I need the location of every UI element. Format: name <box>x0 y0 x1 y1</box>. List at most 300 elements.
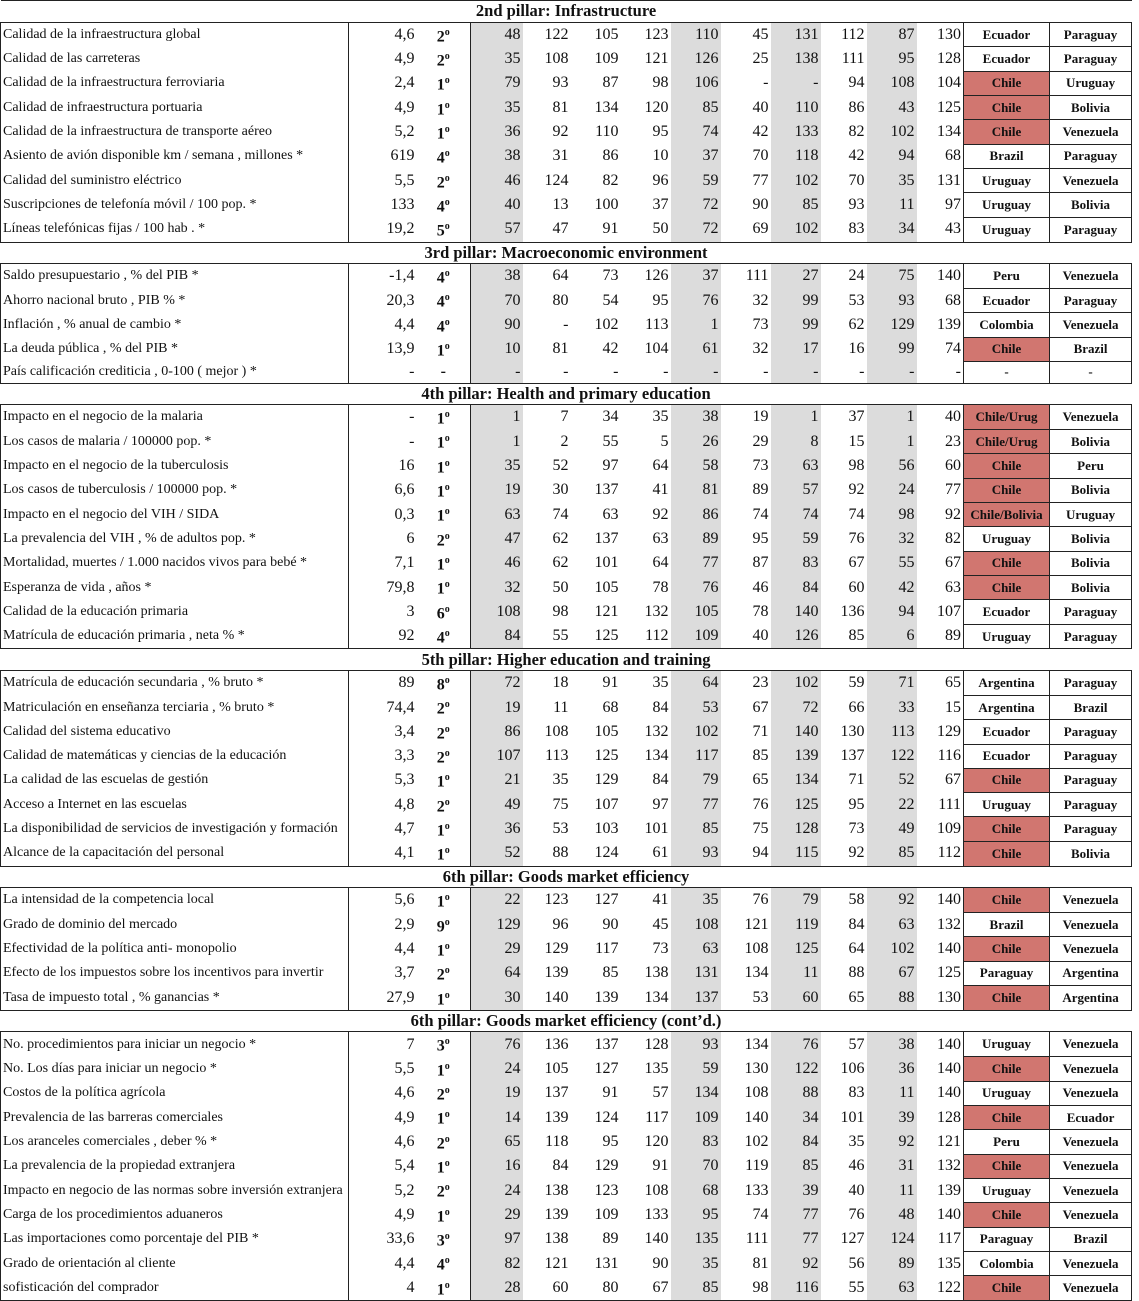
country-rank-cell: 123 <box>544 891 569 909</box>
indicator-value: -1,4 <box>349 264 417 289</box>
worst-country-cell: Bolivia <box>1050 575 1132 599</box>
indicator-value: 20,3 <box>349 288 417 312</box>
country-rank-cell: 89 <box>867 1251 917 1275</box>
country-rank-cell: 22 <box>471 888 523 913</box>
best-country-cell: Ecuador <box>964 47 1050 71</box>
table-row <box>1 1130 1132 1154</box>
country-rank-cell: 86 <box>671 502 721 526</box>
country-rank-cell: 102 <box>771 169 821 193</box>
regional-rank-number: 3 <box>436 1232 445 1250</box>
country-rank-cell: 42 <box>867 575 917 599</box>
ordinal-mark: o <box>444 675 450 687</box>
country-rank-cell: 92 <box>917 502 964 526</box>
country-rank-cell: 75 <box>552 795 569 813</box>
country-rank-cell: 135 <box>917 1251 964 1275</box>
table-row <box>1 1203 1132 1227</box>
regional-rank <box>417 71 471 95</box>
country-rank-cell: 73 <box>752 456 769 474</box>
table-row <box>1 337 1132 361</box>
country-rank-cell: 131 <box>771 22 821 47</box>
regional-rank-number: 1 <box>436 773 445 791</box>
country-rank-cell: 67 <box>848 554 865 572</box>
country-rank-cell: 131 <box>594 1254 619 1272</box>
indicator-label: Los aranceles comerciales , deber % * <box>1 1130 349 1154</box>
country-rank-cell: 130 <box>744 1059 769 1077</box>
country-rank-cell: 15 <box>917 695 964 719</box>
worst-country-cell: Venezuela <box>1050 1081 1132 1105</box>
country-rank-cell: 25 <box>752 50 769 68</box>
country-rank-cell: 36 <box>867 1057 917 1081</box>
country-rank-cell: 101 <box>644 820 669 838</box>
ordinal-mark: o <box>444 699 450 711</box>
indicator-value: 133 <box>349 193 417 217</box>
country-rank-cell: 134 <box>644 747 669 765</box>
country-rank-cell: 24 <box>471 1057 523 1081</box>
country-rank-cell: 111 <box>841 50 865 68</box>
worst-country-cell: Paraguay <box>1050 793 1132 817</box>
best-country-cell: Uruguay <box>964 1081 1050 1105</box>
country-rank-cell: 138 <box>644 964 669 982</box>
regional-rank <box>417 937 471 961</box>
country-rank-cell: - <box>771 361 821 383</box>
regional-rank <box>417 695 471 719</box>
worst-country-cell: Venezuela <box>1050 937 1132 961</box>
worst-country-cell: Venezuela <box>1050 264 1132 289</box>
country-rank-cell: 1 <box>867 405 917 430</box>
country-rank-cell: 140 <box>644 1230 669 1248</box>
country-rank-cell: 125 <box>917 961 964 985</box>
indicator-label: Inflación , % anual de cambio * <box>1 313 349 337</box>
country-rank-cell: 77 <box>671 793 721 817</box>
country-rank-cell: 85 <box>867 841 917 866</box>
indicator-value: 89 <box>349 671 417 696</box>
regional-rank <box>417 817 471 841</box>
country-rank-cell: 107 <box>594 795 619 813</box>
worst-country-cell: Bolivia <box>1050 551 1132 575</box>
country-rank-cell: 32 <box>471 575 523 599</box>
regional-rank <box>417 575 471 599</box>
country-rank-cell: 11 <box>553 698 569 716</box>
indicator-value: 16 <box>349 454 417 478</box>
best-country-cell: Chile <box>964 768 1050 792</box>
country-rank-cell: 126 <box>771 624 821 649</box>
indicator-value: 19,2 <box>349 217 417 242</box>
section-header-row <box>1 1 1132 23</box>
indicator-label: Costos de la política agrícola <box>1 1081 349 1105</box>
country-rank-cell: 129 <box>594 771 619 789</box>
regional-rank <box>417 1057 471 1081</box>
country-rank-cell: 122 <box>544 25 569 43</box>
regional-rank-number: 1 <box>436 76 445 94</box>
indicator-value: 92 <box>349 624 417 649</box>
section-header-row <box>1 383 1132 405</box>
regional-rank-number: 2 <box>436 725 445 742</box>
regional-rank-number: 6 <box>436 605 445 623</box>
country-rank-cell: 80 <box>571 1276 621 1301</box>
country-rank-cell: 38 <box>671 405 721 430</box>
country-rank-cell: 78 <box>752 602 769 620</box>
regional-rank <box>417 22 471 47</box>
indicator-value: 4,9 <box>349 1203 417 1227</box>
indicator-label: No. procedimientos para iniciar un negocio * <box>1 1032 349 1057</box>
country-rank-cell: 108 <box>744 1084 769 1102</box>
indicator-label: Los casos de malaria / 100000 pop. * <box>1 429 349 453</box>
indicator-value: - <box>349 361 417 383</box>
country-rank-cell: 107 <box>917 600 964 624</box>
ordinal-mark: o <box>444 221 450 233</box>
country-rank-cell: 112 <box>645 627 669 645</box>
country-rank-cell: 52 <box>552 456 569 474</box>
best-country-cell: Brazil <box>964 144 1050 168</box>
best-country-cell: Uruguay <box>964 624 1050 649</box>
best-country-cell: Argentina <box>964 671 1050 696</box>
country-rank-cell: 122 <box>771 1057 821 1081</box>
country-rank-cell: 19 <box>471 478 523 502</box>
country-rank-cell: 55 <box>602 432 619 450</box>
country-rank-cell: 33 <box>867 695 917 719</box>
country-rank-cell: 131 <box>917 169 964 193</box>
country-rank-cell: 84 <box>771 575 821 599</box>
indicator-label: La prevalencia del VIH , % de adultos pop. * <box>1 527 349 551</box>
country-rank-cell: 94 <box>848 74 865 92</box>
country-rank-cell: 136 <box>544 1035 569 1053</box>
indicator-label: Esperanza de vida , años * <box>1 575 349 599</box>
worst-country-cell: Venezuela <box>1050 120 1132 144</box>
regional-rank-number: 2 <box>436 1183 445 1201</box>
regional-rank <box>417 454 471 478</box>
indicator-value: 7 <box>349 1032 417 1057</box>
country-rank-cell: 124 <box>594 844 619 862</box>
ordinal-mark: o <box>444 965 450 977</box>
worst-country-cell: Venezuela <box>1050 1057 1132 1081</box>
country-rank-cell: 72 <box>471 671 523 696</box>
country-rank-cell: 46 <box>471 551 523 575</box>
best-country-cell: Chile <box>964 1203 1050 1227</box>
regional-rank <box>417 768 471 792</box>
table-row <box>1 22 1132 47</box>
country-rank-cell: 87 <box>602 74 619 92</box>
indicator-value: 2,9 <box>349 913 417 937</box>
country-rank-cell: 134 <box>744 1035 769 1053</box>
country-rank-cell: 35 <box>471 96 523 120</box>
worst-country-cell: Paraguay <box>1050 744 1132 768</box>
country-rank-cell: 76 <box>752 891 769 909</box>
regional-rank <box>417 288 471 312</box>
country-rank-cell: 92 <box>848 844 865 862</box>
country-rank-cell: 43 <box>867 96 917 120</box>
country-rank-cell: 70 <box>752 147 769 165</box>
country-rank-cell: 138 <box>771 47 821 71</box>
country-rank-cell: 93 <box>671 1032 721 1057</box>
country-rank-cell: 137 <box>594 481 619 499</box>
best-country-cell: Chile <box>964 1105 1050 1129</box>
regional-rank <box>417 1154 471 1178</box>
country-rank-cell: 42 <box>602 340 619 358</box>
regional-rank <box>417 429 471 453</box>
regional-rank-number: 1 <box>436 100 445 118</box>
indicator-label: Alcance de la capacitación del personal <box>1 841 349 866</box>
section-title: 5th pillar: Higher education and training <box>1 649 1132 671</box>
regional-rank <box>417 405 471 430</box>
country-rank-cell: 35 <box>671 1251 721 1275</box>
indicator-value: 5,2 <box>349 1178 417 1202</box>
country-rank-cell: 117 <box>917 1227 964 1251</box>
country-rank-cell: 35 <box>848 1132 865 1150</box>
country-rank-cell: 35 <box>652 408 669 426</box>
country-rank-cell: 62 <box>848 315 865 333</box>
regional-rank-number: 2 <box>436 1086 445 1104</box>
table-row <box>1 841 1132 866</box>
country-rank-cell: 11 <box>867 1081 917 1105</box>
regional-rank-number: 2 <box>436 700 445 718</box>
indicator-label: País calificación crediticia , 0-100 ( mejor ) * <box>1 361 349 383</box>
indicator-value: 4,6 <box>349 22 417 47</box>
country-rank-cell: 112 <box>917 841 964 866</box>
ordinal-mark: o <box>444 457 450 469</box>
country-rank-cell: 134 <box>594 98 619 116</box>
best-country-cell: Colombia <box>964 313 1050 337</box>
regional-rank <box>417 961 471 985</box>
country-rank-cell: 37 <box>652 196 669 214</box>
country-rank-cell: 129 <box>544 940 569 958</box>
indicator-label: Calidad de matemáticas y ciencias de la educación <box>1 744 349 768</box>
regional-rank-number: 2 <box>436 749 445 767</box>
country-rank-cell: 139 <box>544 1205 569 1223</box>
country-rank-cell: 1 <box>867 429 917 453</box>
ordinal-mark: o <box>444 892 450 904</box>
table-row <box>1 217 1132 242</box>
country-rank-cell: 18 <box>552 674 569 692</box>
indicator-value: 3,4 <box>349 720 417 744</box>
section-title: 6th pillar: Goods market efficiency <box>1 866 1132 888</box>
country-rank-cell: 126 <box>644 267 669 285</box>
ordinal-mark: o <box>444 268 450 280</box>
country-rank-cell: 56 <box>867 454 917 478</box>
country-rank-cell: 74 <box>671 120 721 144</box>
country-rank-cell: 69 <box>752 220 769 238</box>
best-country-cell: Uruguay <box>964 1178 1050 1202</box>
country-rank-cell: 137 <box>544 1084 569 1102</box>
table-row <box>1 695 1132 719</box>
country-rank-cell: 109 <box>917 817 964 841</box>
best-country-cell: Chile <box>964 817 1050 841</box>
ordinal-mark: o <box>444 555 450 567</box>
regional-rank <box>417 144 471 168</box>
regional-rank-number: 9 <box>436 917 445 935</box>
regional-rank <box>417 478 471 502</box>
country-rank-cell: 88 <box>848 964 865 982</box>
regional-rank-number: 2 <box>436 52 445 70</box>
country-rank-cell: 125 <box>594 627 619 645</box>
country-rank-cell: 129 <box>594 1157 619 1175</box>
country-rank-cell: 2 <box>560 432 569 450</box>
country-rank-cell: 140 <box>917 1057 964 1081</box>
country-rank-cell: 80 <box>552 291 569 309</box>
country-rank-cell: 73 <box>602 267 619 285</box>
ordinal-mark: o <box>444 196 450 208</box>
regional-rank-number: 1 <box>436 459 445 477</box>
country-rank-cell: 24 <box>471 1178 523 1202</box>
table-row <box>1 169 1132 193</box>
regional-rank-number: 2 <box>436 27 445 45</box>
indicator-value: 4,6 <box>349 1130 417 1154</box>
table-row <box>1 937 1132 961</box>
regional-rank-number: 1 <box>436 125 445 143</box>
country-rank-cell: 10 <box>652 147 669 165</box>
country-rank-cell: 92 <box>652 505 669 523</box>
ordinal-mark: o <box>444 1255 450 1267</box>
regional-rank-number: 4 <box>436 269 445 287</box>
best-country-cell: Ecuador <box>964 720 1050 744</box>
section-header-row <box>1 649 1132 671</box>
country-rank-cell: 60 <box>848 578 865 596</box>
regional-rank-number: 1 <box>436 822 445 840</box>
worst-country-cell: Bolivia <box>1050 527 1132 551</box>
indicator-value: 3,3 <box>349 744 417 768</box>
indicator-value: - <box>349 405 417 430</box>
table-row <box>1 1178 1132 1202</box>
country-rank-cell: 72 <box>671 217 721 242</box>
table-row <box>1 1154 1132 1178</box>
country-rank-cell: 67 <box>917 551 964 575</box>
country-rank-cell: 91 <box>652 1157 669 1175</box>
indicator-label: Líneas telefónicas fijas / 100 hab . * <box>1 217 349 242</box>
indicator-value: 4,4 <box>349 937 417 961</box>
country-rank-cell: 45 <box>752 25 769 43</box>
country-rank-cell: 11 <box>771 961 821 985</box>
country-rank-cell: 92 <box>867 888 917 913</box>
country-rank-cell: 77 <box>671 551 721 575</box>
best-country-cell: Paraguay <box>964 961 1050 985</box>
country-rank-cell: 1 <box>671 313 721 337</box>
country-rank-cell: 116 <box>771 1276 821 1301</box>
country-rank-cell: 59 <box>671 1057 721 1081</box>
country-rank-cell: 89 <box>602 1230 619 1248</box>
country-rank-cell: 140 <box>917 1081 964 1105</box>
regional-rank <box>417 888 471 913</box>
country-rank-cell: 34 <box>602 408 619 426</box>
country-rank-cell: 15 <box>848 432 865 450</box>
indicator-value: 6,6 <box>349 478 417 502</box>
country-rank-cell: 105 <box>594 25 619 43</box>
worst-country-cell: Uruguay <box>1050 502 1132 526</box>
country-rank-cell: 99 <box>771 313 821 337</box>
country-rank-cell: - <box>917 361 964 383</box>
country-rank-cell: 100 <box>594 196 619 214</box>
country-rank-cell: 63 <box>652 529 669 547</box>
ordinal-mark: o <box>444 916 450 928</box>
country-rank-cell: 115 <box>771 841 821 866</box>
country-rank-cell: 65 <box>848 988 865 1006</box>
country-rank-cell: 92 <box>848 481 865 499</box>
best-country-cell: Uruguay <box>964 217 1050 242</box>
best-country-cell: Chile <box>964 454 1050 478</box>
regional-rank-number: 4 <box>436 629 445 647</box>
country-rank-cell: 97 <box>602 456 619 474</box>
country-rank-cell: 35 <box>867 169 917 193</box>
ordinal-mark: o <box>444 796 450 808</box>
country-rank-cell: 140 <box>544 988 569 1006</box>
country-rank-cell: 129 <box>867 313 917 337</box>
country-rank-cell: - <box>613 363 619 380</box>
country-rank-cell: 123 <box>644 25 669 43</box>
country-rank-cell: 131 <box>671 961 721 985</box>
ordinal-mark: o <box>444 482 450 494</box>
country-rank-cell: 14 <box>471 1105 523 1129</box>
country-rank-cell: 57 <box>771 478 821 502</box>
indicator-value: 2,4 <box>349 71 417 95</box>
ordinal-mark: o <box>444 99 450 111</box>
country-rank-cell: 8 <box>771 429 821 453</box>
country-rank-cell: 94 <box>752 844 769 862</box>
indicator-label: Asiento de avión disponible km / semana , millones * <box>1 144 349 168</box>
country-rank-cell: 140 <box>917 264 964 289</box>
regional-rank <box>417 96 471 120</box>
indicator-label: Calidad de la educación primaria <box>1 600 349 624</box>
country-rank-cell: 121 <box>544 1254 569 1272</box>
indicator-label: La calidad de las escuelas de gestión <box>1 768 349 792</box>
country-rank-cell: 88 <box>867 986 917 1011</box>
country-rank-cell: 133 <box>744 1181 769 1199</box>
country-rank-cell: 62 <box>552 529 569 547</box>
country-rank-cell: 132 <box>917 913 964 937</box>
country-rank-cell: 67 <box>621 1276 671 1301</box>
country-rank-cell: 71 <box>867 671 917 696</box>
indicator-value: 5,6 <box>349 888 417 913</box>
table-row <box>1 96 1132 120</box>
country-rank-cell: 106 <box>671 71 721 95</box>
indicator-value: 4,9 <box>349 96 417 120</box>
country-rank-cell: 78 <box>652 578 669 596</box>
country-rank-cell: 24 <box>867 478 917 502</box>
ordinal-mark: o <box>444 409 450 421</box>
country-rank-cell: 37 <box>848 408 865 426</box>
country-rank-cell: 74 <box>771 502 821 526</box>
best-country-cell: Chile <box>964 120 1050 144</box>
country-rank-cell: 42 <box>752 123 769 141</box>
country-rank-cell: 23 <box>917 429 964 453</box>
country-rank-cell: 67 <box>867 961 917 985</box>
regional-rank <box>417 169 471 193</box>
country-rank-cell: 121 <box>744 915 769 933</box>
country-rank-cell: 71 <box>848 771 865 789</box>
table-row <box>1 1081 1132 1105</box>
country-rank-cell: 89 <box>917 624 964 649</box>
country-rank-cell: 83 <box>848 220 865 238</box>
country-rank-cell: 105 <box>544 1059 569 1077</box>
country-rank-cell: 63 <box>671 937 721 961</box>
indicator-value: 27,9 <box>349 986 417 1011</box>
table-row <box>1 361 1132 383</box>
country-rank-cell: 46 <box>471 169 523 193</box>
country-rank-cell: 98 <box>848 456 865 474</box>
table-row <box>1 793 1132 817</box>
country-rank-cell: 105 <box>594 578 619 596</box>
country-rank-cell: 97 <box>652 795 669 813</box>
regional-rank-number: 4 <box>436 198 445 216</box>
regional-rank <box>417 193 471 217</box>
country-rank-cell: 137 <box>840 747 865 765</box>
worst-country-cell: Brazil <box>1050 1227 1132 1251</box>
indicator-label: Impacto en el negocio del VIH / SIDA <box>1 502 349 526</box>
best-country-cell: Ecuador <box>964 22 1050 47</box>
country-rank-cell: 60 <box>771 986 821 1011</box>
country-rank-cell: - <box>867 361 917 383</box>
country-rank-cell: 49 <box>867 817 917 841</box>
regional-rank-number: 1 <box>436 556 445 574</box>
country-rank-cell: 76 <box>752 795 769 813</box>
worst-country-cell: Paraguay <box>1050 47 1132 71</box>
